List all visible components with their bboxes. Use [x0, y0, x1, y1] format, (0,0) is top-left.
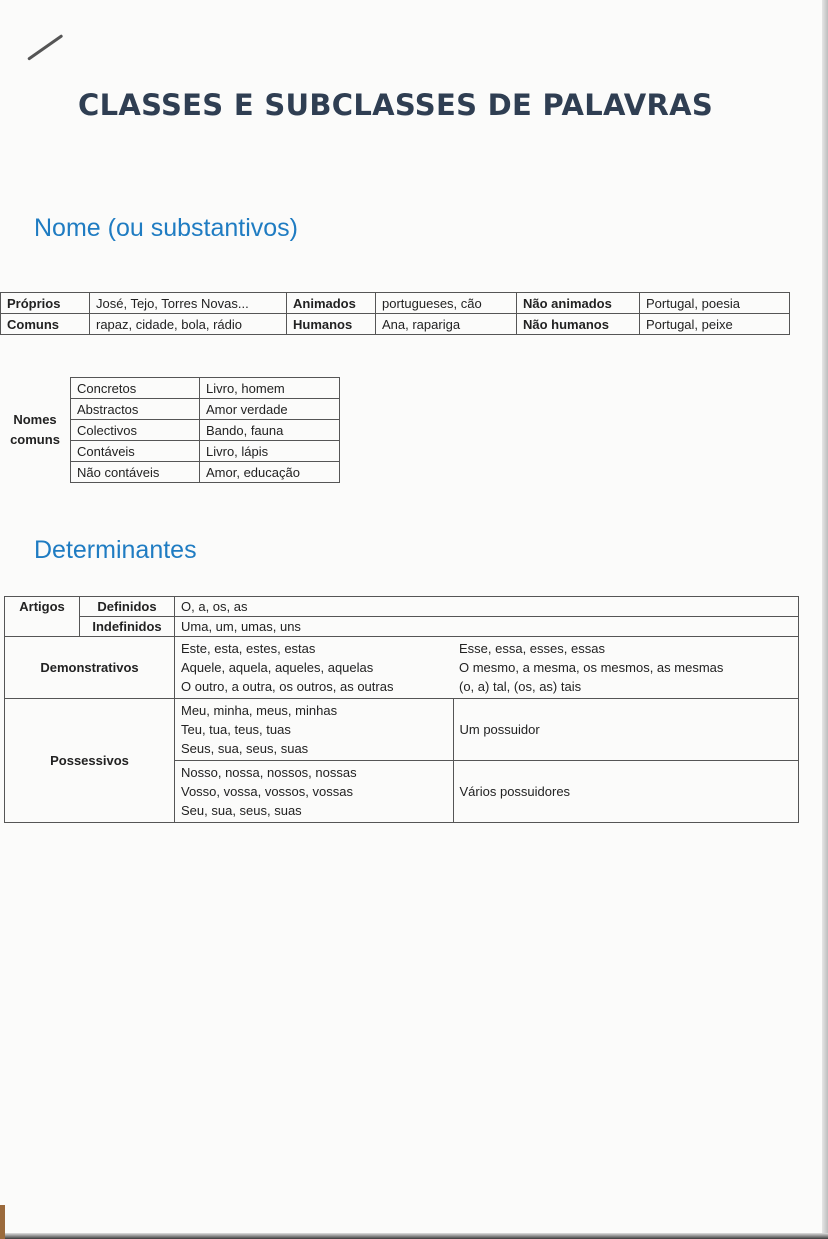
- nomes-comuns-table: [0, 377, 340, 483]
- nomes-table: [0, 292, 790, 335]
- table-cell: Um possuidor: [453, 699, 799, 761]
- table-row: [1, 314, 790, 335]
- table-cell: Livro, homem: [200, 378, 340, 399]
- list-item: Aquele, aquela, aqueles, aquelas: [181, 660, 374, 675]
- table-cell: Não contáveis: [71, 462, 200, 483]
- table-cell: O, a, os, as: [175, 597, 799, 617]
- table-cell: Comuns: [1, 314, 90, 335]
- table-cell: Possessivos: [5, 699, 175, 823]
- table-cell: Artigos: [5, 597, 80, 637]
- page-edge-bottom: [0, 1233, 828, 1239]
- table-cell: Portugal, poesia: [640, 293, 790, 314]
- list-item: Esse, essa, esses, essas: [459, 641, 605, 656]
- table-cell: Amor verdade: [200, 399, 340, 420]
- table-cell: Portugal, peixe: [640, 314, 790, 335]
- table-cell: [453, 637, 799, 699]
- table-cell: rapaz, cidade, bola, rádio: [90, 314, 287, 335]
- table-row: [5, 699, 799, 761]
- table-cell: Indefinidos: [80, 617, 175, 637]
- table-row: [0, 378, 340, 399]
- table-cell: Vários possuidores: [453, 761, 799, 823]
- determinantes-table: [4, 596, 799, 823]
- table-row: [5, 637, 799, 699]
- table-cell: Demonstrativos: [5, 637, 175, 699]
- table-cell: Abstractos: [71, 399, 200, 420]
- table-cell: [175, 761, 454, 823]
- table-cell: Não animados: [517, 293, 640, 314]
- list-item: Este, esta, estes, estas: [181, 641, 316, 656]
- table-row: [5, 597, 799, 617]
- page-corner: [0, 1205, 5, 1239]
- table-cell: Definidos: [80, 597, 175, 617]
- table-cell: Próprios: [1, 293, 90, 314]
- section-heading-nome: Nome (ou substantivos): [34, 214, 299, 242]
- table-cell: [175, 637, 454, 699]
- section-heading-determinantes: Determinantes: [34, 536, 197, 564]
- table-cell: Contáveis: [71, 441, 200, 462]
- list-item: Teu, tua, teus, tuas: [181, 722, 291, 737]
- table-cell: Bando, fauna: [200, 420, 340, 441]
- table-row: [1, 293, 790, 314]
- row-header: Nomes comuns: [0, 378, 71, 483]
- table-cell: José, Tejo, Torres Novas...: [90, 293, 287, 314]
- table-cell: Uma, um, umas, uns: [175, 617, 799, 637]
- list-item: Seu, sua, seus, suas: [181, 803, 302, 818]
- table-cell: portugueses, cão: [376, 293, 517, 314]
- list-item: (o, a) tal, (os, as) tais: [459, 679, 582, 694]
- list-item: Seus, sua, seus, suas: [181, 741, 309, 756]
- table-cell: Humanos: [287, 314, 376, 335]
- list-item: Vosso, vossa, vossos, vossas: [181, 784, 353, 799]
- page-edge: [822, 0, 828, 1239]
- document-title: CLASSES E SUBCLASSES DE PALAVRAS: [78, 88, 714, 122]
- table-row: [5, 617, 799, 637]
- list-item: Meu, minha, meus, minhas: [181, 703, 338, 718]
- table-cell: [175, 699, 454, 761]
- list-item: O outro, a outra, os outros, as outras: [181, 679, 394, 694]
- table-cell: Livro, lápis: [200, 441, 340, 462]
- table-cell: Colectivos: [71, 420, 200, 441]
- table-cell: Ana, rapariga: [376, 314, 517, 335]
- table-cell: Concretos: [71, 378, 200, 399]
- list-item: O mesmo, a mesma, os mesmos, as mesmas: [459, 660, 724, 675]
- table-cell: Não humanos: [517, 314, 640, 335]
- table-cell: Animados: [287, 293, 376, 314]
- table-cell: Amor, educação: [200, 462, 340, 483]
- list-item: Nosso, nossa, nossos, nossas: [181, 765, 357, 780]
- pencil-mark: [27, 34, 63, 61]
